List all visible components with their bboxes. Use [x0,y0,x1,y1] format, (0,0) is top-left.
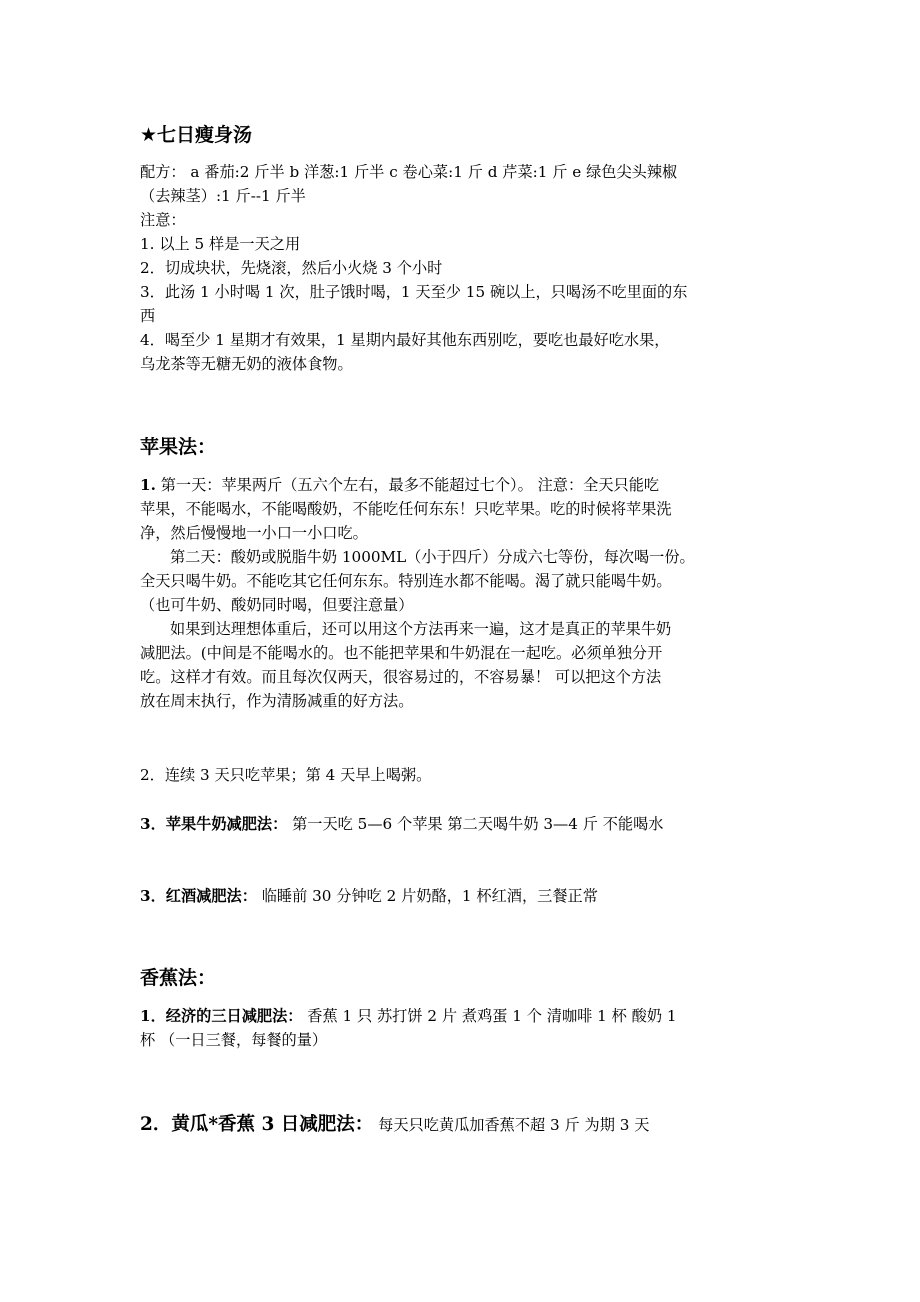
banana-title: 香蕉法： [140,967,217,989]
apple-item-3 [140,812,788,836]
red-wine-item [140,884,788,908]
banana-item-1 [140,1004,788,1052]
note-label: 注意： [140,211,186,229]
banana-economic-text: 香蕉 1 只 苏打饼 2 片 煮鸡蛋 1 个 清咖啡 1 杯 酸奶 1 [302,1007,677,1025]
apple-day2-line: 全天只喝牛奶。不能吃其它任何东东。特别连水都不能喝。渴了就只能喝牛奶。 [140,572,672,590]
soup-title: ★七日瘦身汤 [140,124,253,146]
recipe-line-2: （去辣茎）:1 斤--1 斤半 [140,187,306,205]
soup-note-line: 1. 以上 5 样是一天之用 [140,235,301,253]
apple-repeat-line: 吃。这样才有效。而且每次仅两天，很容易过的，不容易暴！ 可以把这个方法 [140,668,662,686]
soup-note-line: 4．喝至少 1 星期才有效果，1 星期内最好其他东西别吃，要吃也最好吃水果， [140,331,670,349]
banana-item-2 [140,1112,788,1138]
apple-repeat-line: 减肥法。(中间是不能喝水的。也不能把苹果和牛奶混在一起吃。必须单独分开 [140,644,663,662]
apple-day1-line: 第一天：苹果两斤（五六个左右，最多不能超过七个）。 注意：全天只能吃 [160,476,660,494]
soup-recipe [140,160,788,376]
apple-milk-method-text: 第一天吃 5—6 个苹果 第二天喝牛奶 3—4 斤 不能喝水 [287,815,664,833]
banana-economic-line-2: 杯 （一日三餐，每餐的量） [140,1031,328,1049]
apple-day2-line: 第二天：酸奶或脱脂牛奶 1000ML（小于四斤）分成六七等份，每次喝一份。 [170,548,695,566]
apple-milk-method-label: 3．苹果牛奶减肥法： [140,815,288,833]
apple-item-1-number: 1. [140,476,156,494]
cucumber-banana-text: 每天只吃黄瓜加香蕉不超 3 斤 为期 3 天 [373,1116,650,1134]
red-wine-method-label: 3．红酒减肥法： [140,887,257,905]
soup-note-line: 3．此汤 1 小时喝 1 次，肚子饿时喝，1 天至少 15 碗以上，只喝汤不吃里面的东 [140,283,688,301]
soup-note-line: 西 [140,307,156,325]
apple-title: 苹果法： [140,436,217,458]
apple-day1-line: 苹果，不能喝水，不能喝酸奶，不能吃任何东东！只吃苹果。吃的时候将苹果洗 [140,500,672,518]
apple-day1-line: 净，然后慢慢地一小口一小口吃。 [140,524,368,542]
cucumber-banana-label: 2．黄瓜*香蕉 3 日减肥法： [140,1114,374,1135]
red-wine-method-text: 临睡前 30 分钟吃 2 片奶酪，1 杯红酒，三餐正常 [256,887,598,905]
apple-repeat-line: 放在周末执行，作为清肠减重的好方法。 [140,692,414,710]
soup-note-line: 2．切成块状，先烧滚，然后小火烧 3 个小时 [140,259,443,277]
apple-item-2: 2．连续 3 天只吃苹果；第 4 天早上喝粥。 [140,766,432,784]
apple-item-1 [140,473,788,713]
banana-economic-label: 1．经济的三日减肥法： [140,1007,303,1025]
apple-repeat-line: 如果到达理想体重后，还可以用这个方法再来一遍，这才是真正的苹果牛奶 [170,620,672,638]
soup-note-line: 乌龙茶等无糖无奶的液体食物。 [140,355,353,373]
recipe-line-1: 配方： a 番茄:2 斤半 b 洋葱:1 斤半 c 卷心菜:1 斤 d 芹菜:1 斤 e 绿色尖头辣椒 [140,163,678,181]
apple-day2-line: （也可牛奶、酸奶同时喝，但要注意量） [140,596,414,614]
